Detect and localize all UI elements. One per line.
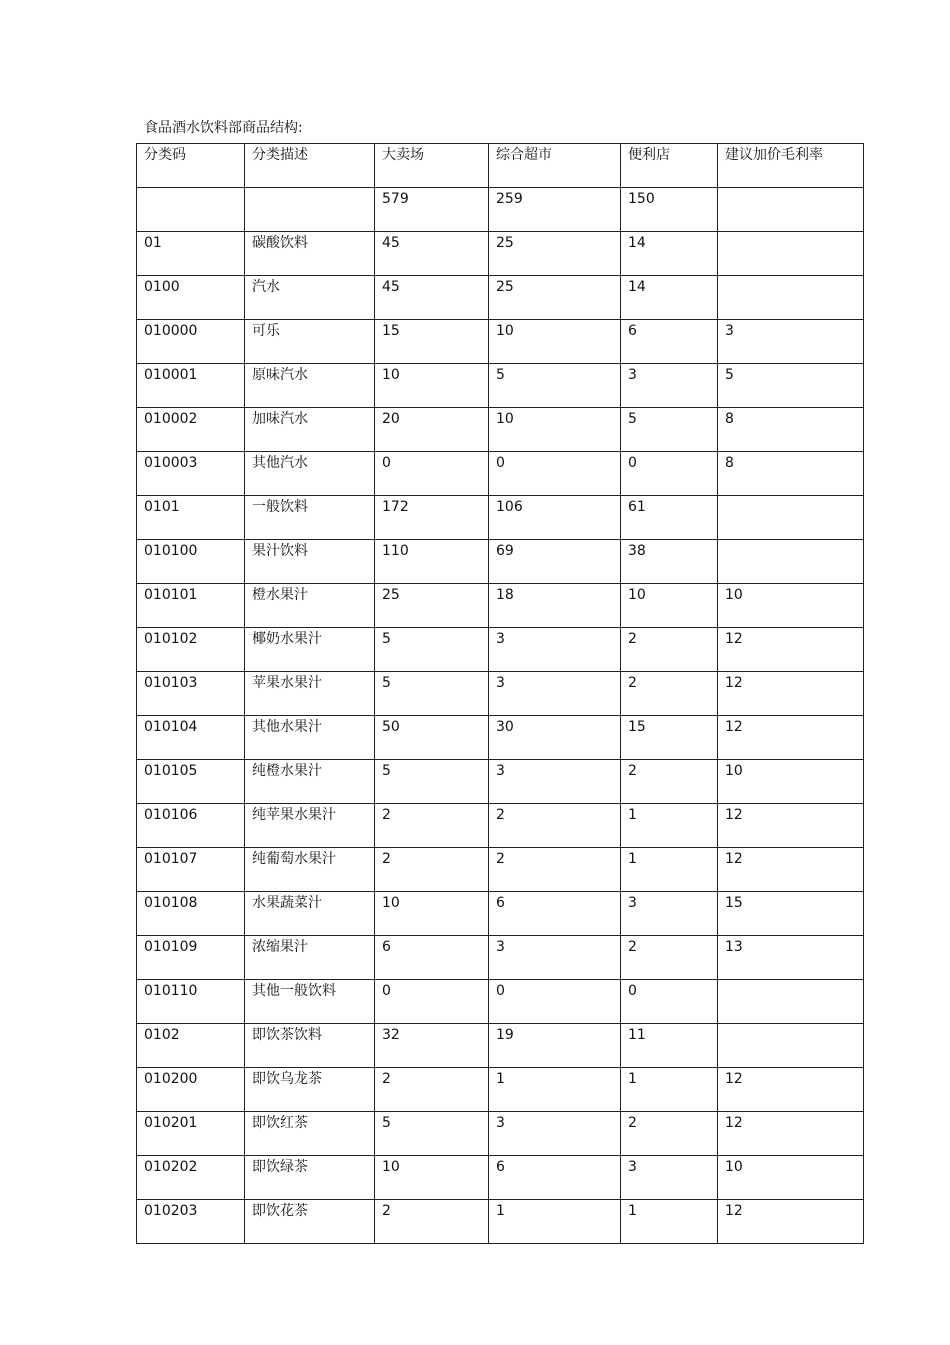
cell-hypermarket: 45	[375, 276, 489, 320]
cell-category-code: 010107	[137, 848, 245, 892]
cell-category-description: 即饮绿茶	[245, 1156, 375, 1200]
cell-category-code: 0101	[137, 496, 245, 540]
cell-hypermarket: 5	[375, 1112, 489, 1156]
cell-category-description: 纯苹果水果汁	[245, 804, 375, 848]
table-row	[137, 628, 864, 672]
cell-convenience-store: 2	[621, 628, 718, 672]
cell-convenience-store: 11	[621, 1024, 718, 1068]
cell-suggested-margin: 12	[718, 672, 864, 716]
cell-convenience-store: 38	[621, 540, 718, 584]
table-row	[137, 408, 864, 452]
cell-hypermarket: 10	[375, 892, 489, 936]
cell-suggested-margin	[718, 1024, 864, 1068]
cell-category-code: 010110	[137, 980, 245, 1024]
cell-supermarket: 5	[489, 364, 621, 408]
cell-hypermarket: 0	[375, 452, 489, 496]
cell-convenience-store: 3	[621, 892, 718, 936]
cell-supermarket: 3	[489, 760, 621, 804]
cell-supermarket: 18	[489, 584, 621, 628]
cell-convenience-store: 1	[621, 804, 718, 848]
cell-hypermarket: 5	[375, 672, 489, 716]
cell-category-code: 010203	[137, 1200, 245, 1244]
cell-hypermarket: 15	[375, 320, 489, 364]
cell-category-description: 苹果水果汁	[245, 672, 375, 716]
cell-supermarket: 2	[489, 804, 621, 848]
cell-category-description: 汽水	[245, 276, 375, 320]
cell-category-description: 原味汽水	[245, 364, 375, 408]
table-row	[137, 936, 864, 980]
cell-convenience-store: 14	[621, 232, 718, 276]
cell-category-description: 即饮茶饮料	[245, 1024, 375, 1068]
cell-suggested-margin	[718, 980, 864, 1024]
cell-hypermarket: 45	[375, 232, 489, 276]
cell-hypermarket: 20	[375, 408, 489, 452]
cell-hypermarket: 2	[375, 1068, 489, 1112]
table-body	[137, 144, 864, 1244]
header-cell-supermarket: 综合超市	[489, 144, 621, 188]
cell-suggested-margin	[718, 496, 864, 540]
cell-suggested-margin: 5	[718, 364, 864, 408]
cell-suggested-margin: 10	[718, 1156, 864, 1200]
header-cell-category-description: 分类描述	[245, 144, 375, 188]
cell-category-description: 其他汽水	[245, 452, 375, 496]
table-row	[137, 364, 864, 408]
cell-suggested-margin: 8	[718, 452, 864, 496]
cell-supermarket: 3	[489, 1112, 621, 1156]
table-row	[137, 232, 864, 276]
cell-category-code: 0102	[137, 1024, 245, 1068]
cell-category-description: 加味汽水	[245, 408, 375, 452]
cell-hypermarket: 5	[375, 628, 489, 672]
cell-category-code: 010201	[137, 1112, 245, 1156]
cell-suggested-margin: 3	[718, 320, 864, 364]
cell-category-code	[137, 188, 245, 232]
cell-convenience-store: 5	[621, 408, 718, 452]
table-row	[137, 188, 864, 232]
header-cell-hypermarket: 大卖场	[375, 144, 489, 188]
cell-supermarket: 1	[489, 1068, 621, 1112]
cell-hypermarket: 25	[375, 584, 489, 628]
cell-category-description: 可乐	[245, 320, 375, 364]
cell-suggested-margin	[718, 232, 864, 276]
cell-hypermarket: 110	[375, 540, 489, 584]
cell-suggested-margin: 12	[718, 848, 864, 892]
table-header-row	[137, 144, 864, 188]
cell-suggested-margin	[718, 540, 864, 584]
cell-category-description	[245, 188, 375, 232]
cell-convenience-store: 6	[621, 320, 718, 364]
cell-category-description: 纯橙水果汁	[245, 760, 375, 804]
cell-supermarket: 6	[489, 1156, 621, 1200]
cell-supermarket: 10	[489, 408, 621, 452]
cell-category-description: 其他水果汁	[245, 716, 375, 760]
cell-hypermarket: 10	[375, 364, 489, 408]
table-row	[137, 320, 864, 364]
cell-convenience-store: 2	[621, 936, 718, 980]
cell-category-code: 010102	[137, 628, 245, 672]
table-row	[137, 1068, 864, 1112]
table-row	[137, 760, 864, 804]
cell-supermarket: 25	[489, 232, 621, 276]
cell-category-code: 010105	[137, 760, 245, 804]
cell-convenience-store: 10	[621, 584, 718, 628]
table-row	[137, 672, 864, 716]
cell-category-code: 010109	[137, 936, 245, 980]
cell-category-code: 010003	[137, 452, 245, 496]
cell-category-code: 010106	[137, 804, 245, 848]
cell-hypermarket: 0	[375, 980, 489, 1024]
cell-category-code: 01	[137, 232, 245, 276]
cell-category-code: 010000	[137, 320, 245, 364]
table-row	[137, 804, 864, 848]
table-row	[137, 716, 864, 760]
cell-category-code: 010001	[137, 364, 245, 408]
cell-suggested-margin: 15	[718, 892, 864, 936]
cell-suggested-margin: 10	[718, 584, 864, 628]
cell-supermarket: 10	[489, 320, 621, 364]
table-row	[137, 1024, 864, 1068]
table-row	[137, 1156, 864, 1200]
cell-hypermarket: 2	[375, 848, 489, 892]
cell-suggested-margin: 8	[718, 408, 864, 452]
header-cell-suggested-margin: 建议加价毛利率	[718, 144, 864, 188]
cell-convenience-store: 3	[621, 364, 718, 408]
cell-convenience-store: 150	[621, 188, 718, 232]
header-cell-convenience-store: 便利店	[621, 144, 718, 188]
cell-supermarket: 1	[489, 1200, 621, 1244]
cell-hypermarket: 5	[375, 760, 489, 804]
cell-supermarket: 0	[489, 980, 621, 1024]
cell-convenience-store: 0	[621, 980, 718, 1024]
cell-supermarket: 259	[489, 188, 621, 232]
cell-category-description: 果汁饮料	[245, 540, 375, 584]
cell-supermarket: 30	[489, 716, 621, 760]
cell-category-description: 一般饮料	[245, 496, 375, 540]
cell-suggested-margin: 12	[718, 628, 864, 672]
cell-supermarket: 3	[489, 936, 621, 980]
cell-supermarket: 3	[489, 672, 621, 716]
cell-suggested-margin: 12	[718, 1200, 864, 1244]
cell-suggested-margin: 12	[718, 804, 864, 848]
cell-supermarket: 2	[489, 848, 621, 892]
cell-category-description: 水果蔬菜汁	[245, 892, 375, 936]
cell-hypermarket: 2	[375, 804, 489, 848]
table-row	[137, 452, 864, 496]
cell-category-code: 0100	[137, 276, 245, 320]
cell-supermarket: 106	[489, 496, 621, 540]
product-structure-table	[136, 143, 864, 1244]
cell-convenience-store: 61	[621, 496, 718, 540]
table-row	[137, 1200, 864, 1244]
cell-convenience-store: 14	[621, 276, 718, 320]
cell-hypermarket: 32	[375, 1024, 489, 1068]
cell-category-description: 纯葡萄水果汁	[245, 848, 375, 892]
cell-category-description: 即饮花茶	[245, 1200, 375, 1244]
cell-convenience-store: 1	[621, 1200, 718, 1244]
table-row	[137, 276, 864, 320]
cell-category-code: 010101	[137, 584, 245, 628]
cell-category-code: 010100	[137, 540, 245, 584]
cell-category-code: 010200	[137, 1068, 245, 1112]
cell-category-code: 010108	[137, 892, 245, 936]
cell-category-description: 橙水果汁	[245, 584, 375, 628]
table-row	[137, 584, 864, 628]
cell-category-description: 椰奶水果汁	[245, 628, 375, 672]
table-row	[137, 540, 864, 584]
table-row	[137, 892, 864, 936]
cell-supermarket: 25	[489, 276, 621, 320]
table-row	[137, 1112, 864, 1156]
table-row	[137, 980, 864, 1024]
cell-hypermarket: 50	[375, 716, 489, 760]
cell-hypermarket: 6	[375, 936, 489, 980]
cell-hypermarket: 579	[375, 188, 489, 232]
cell-convenience-store: 2	[621, 760, 718, 804]
cell-hypermarket: 172	[375, 496, 489, 540]
cell-convenience-store: 0	[621, 452, 718, 496]
cell-supermarket: 3	[489, 628, 621, 672]
cell-convenience-store: 2	[621, 672, 718, 716]
cell-category-code: 010104	[137, 716, 245, 760]
cell-convenience-store: 15	[621, 716, 718, 760]
cell-category-description: 其他一般饮料	[245, 980, 375, 1024]
cell-supermarket: 6	[489, 892, 621, 936]
cell-category-code: 010103	[137, 672, 245, 716]
header-cell-category-code: 分类码	[137, 144, 245, 188]
cell-suggested-margin: 12	[718, 1112, 864, 1156]
cell-category-description: 浓缩果汁	[245, 936, 375, 980]
cell-suggested-margin: 13	[718, 936, 864, 980]
cell-suggested-margin: 12	[718, 1068, 864, 1112]
cell-suggested-margin: 10	[718, 760, 864, 804]
cell-supermarket: 19	[489, 1024, 621, 1068]
table-row	[137, 496, 864, 540]
cell-category-code: 010002	[137, 408, 245, 452]
cell-convenience-store: 3	[621, 1156, 718, 1200]
cell-category-description: 即饮红茶	[245, 1112, 375, 1156]
table-row	[137, 848, 864, 892]
cell-suggested-margin	[718, 188, 864, 232]
cell-convenience-store: 1	[621, 848, 718, 892]
document-title: 食品酒水饮料部商品结构:	[144, 120, 303, 136]
cell-suggested-margin: 12	[718, 716, 864, 760]
cell-supermarket: 69	[489, 540, 621, 584]
cell-hypermarket: 2	[375, 1200, 489, 1244]
cell-category-code: 010202	[137, 1156, 245, 1200]
cell-convenience-store: 1	[621, 1068, 718, 1112]
cell-category-description: 碳酸饮料	[245, 232, 375, 276]
cell-suggested-margin	[718, 276, 864, 320]
cell-supermarket: 0	[489, 452, 621, 496]
cell-category-description: 即饮乌龙茶	[245, 1068, 375, 1112]
cell-hypermarket: 10	[375, 1156, 489, 1200]
cell-convenience-store: 2	[621, 1112, 718, 1156]
